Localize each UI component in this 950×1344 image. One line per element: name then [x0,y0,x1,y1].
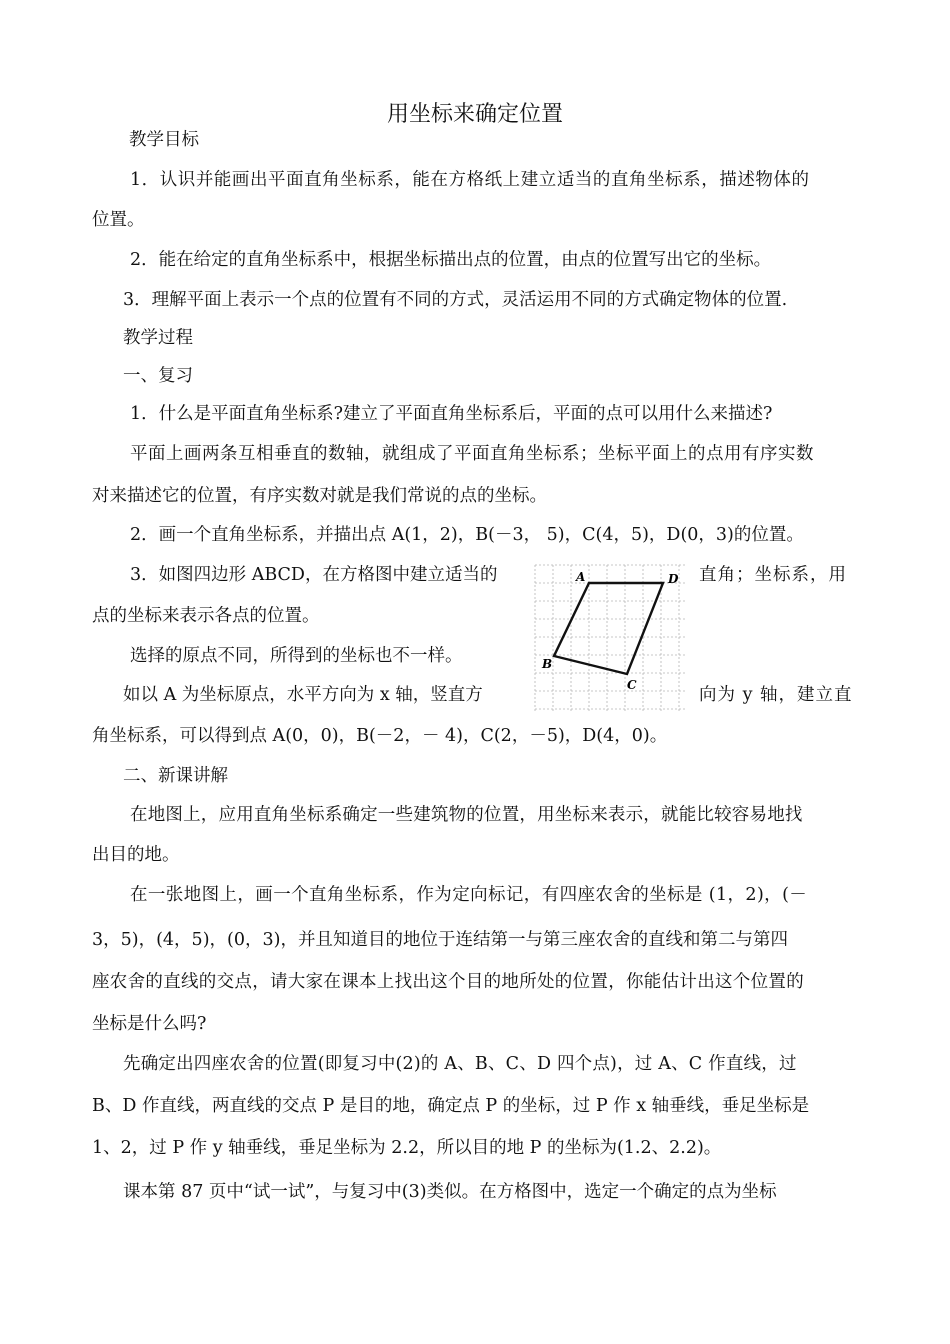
section-heading-new-lesson: 二、新课讲解 [123,766,228,786]
review-example-cont: 角坐标系，可以得到点 A(0，0)，B(－2，－ 4)，C(2，－5)，D(4，0)。 [92,726,668,746]
review-question-1: 1．什么是平面直角坐标系?建立了平面直角坐标系后，平面的点可以用什么来描述? [130,404,773,424]
review-answer-1-cont: 对来描述它的位置，有序实数对就是我们常说的点的坐标。 [92,486,547,506]
lesson-paragraph-2-cont1: 3，5)，(4，5)，(0，3)，并且知道目的地位于连结第一与第三座农舍的直线和第二与第四 [92,930,788,950]
review-example: 如以 A 为坐标原点，水平方向为 x 轴，竖直方 [123,685,483,705]
lesson-paragraph-1: 在地图上，应用直角坐标系确定一些建筑物的位置，用坐标来表示，就能比较容易地找 [130,805,803,825]
lesson-paragraph-3: 先确定出四座农舍的位置(即复习中(2)的 A、B、C、D 四个点)，过 A、C 作直线，过 [123,1054,797,1074]
objective-3: 3．理解平面上表示一个点的位置有不同的方式，灵活运用不同的方式确定物体的位置. [123,290,788,310]
objective-1: 1．认识并能画出平面直角坐标系，能在方格纸上建立适当的直角坐标系，描述物体的 [130,170,810,190]
section-heading-review: 一、复习 [123,366,193,386]
lesson-paragraph-4: 课本第 87 页中“试一试”，与复习中(3)类似。在方格图中，选定一个确定的点为坐标 [123,1182,777,1202]
vertex-label-a: A [576,570,586,584]
lesson-paragraph-1-cont: 出目的地。 [92,845,180,865]
lesson-paragraph-2: 在一张地图上，画一个直角坐标系，作为定向标记，有四座农舍的坐标是 (1，2)，(－ [130,885,808,905]
page-title: 用坐标来确定位置 [386,102,563,127]
objective-2: 2．能在给定的直角坐标系中，根据坐标描出点的位置，由点的位置写出它的坐标。 [130,250,772,270]
review-note-origin: 选择的原点不同，所得到的坐标也不一样。 [130,646,463,666]
section-heading-objectives: 教学目标 [129,130,199,150]
vertex-label-c: C [627,678,637,692]
lesson-paragraph-2-cont3: 坐标是什么吗? [92,1014,207,1034]
vertex-label-b: B [542,657,553,671]
review-question-2: 2．画一个直角坐标系，并描出点 A(1，2)，B(－3， 5)，C(4，5)，D(0，3)的位置。 [130,525,804,545]
review-answer-1: 平面上画两条互相垂直的数轴，就组成了平面直角坐标系；坐标平面上的点用有序实数 [130,444,814,464]
section-heading-process: 教学过程 [123,328,193,348]
quadrilateral-abcd [554,583,663,674]
review-question-3-cont: 点的坐标来表示各点的位置。 [92,606,320,626]
lesson-paragraph-3-cont1: B、D 作直线，两直线的交点 P 是目的地，确定点 P 的坐标，过 P 作 x 轴垂线，垂足坐标是 [92,1096,810,1116]
review-example-right: 向为 y 轴，建立直 [699,685,853,705]
lesson-paragraph-3-cont2: 1、2，过 P 作 y 轴垂线，垂足坐标为 2.2，所以目的地 P 的坐标为(1.2、2.2)。 [92,1138,722,1158]
lesson-paragraph-2-cont2: 座农舍的直线的交点，请大家在课本上找出这个目的地所处的位置，你能估计出这个位置的 [92,972,804,992]
objective-1-cont: 位置。 [92,210,145,230]
review-question-3: 3．如图四边形 ABCD，在方格图中建立适当的 [130,565,498,585]
vertex-label-d: D [668,572,679,586]
review-question-3-right: 直角；坐标系，用 [699,565,847,585]
quadrilateral-grid-figure [532,562,688,714]
